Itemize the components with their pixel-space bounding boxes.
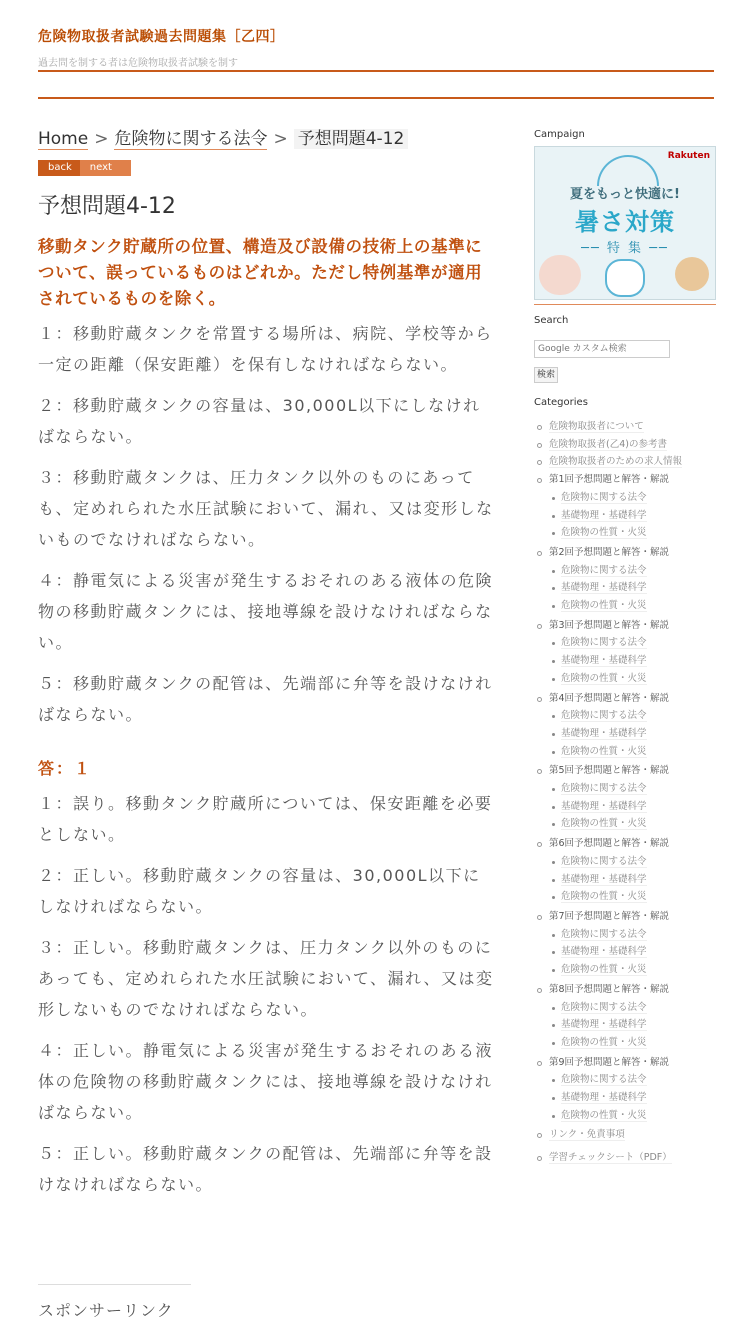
subcategory-link[interactable]: 危険物の性質・火災 (561, 600, 647, 612)
category-round (534, 762, 716, 835)
explanation-item: ４：正しい。静電気による災害が発生するおそれのある液体の危険物の移動貯蔵タンクには、接地導線を設けなければならない。 (38, 1041, 494, 1122)
category-round-link[interactable]: 第7回予想問題と解答・解説 (549, 910, 670, 922)
subcategory-link[interactable]: 基礎物理・基礎科学 (561, 655, 647, 667)
subcategory-list (549, 853, 716, 908)
subcategory-item (549, 1016, 716, 1034)
subcategory-list (549, 780, 716, 835)
subcategory-link[interactable]: 危険物に関する法令 (561, 491, 647, 503)
subcategory-item (549, 798, 716, 816)
subcategory-link[interactable]: 危険物に関する法令 (561, 783, 647, 795)
subcategory-link[interactable]: 基礎物理・基礎科学 (561, 873, 647, 885)
sidebar-divider (534, 304, 716, 305)
breadcrumb-home[interactable]: Home (38, 129, 89, 149)
category-round (534, 617, 716, 690)
subcategory-link[interactable]: 危険物に関する法令 (561, 1074, 647, 1086)
category-round-link[interactable]: 第9回予想問題と解答・解説 (549, 1056, 670, 1068)
subcategory-link[interactable]: 危険物に関する法令 (561, 637, 647, 649)
choice-item: ４：静電気による災害が発生するおそれのある液体の危険物の移動貯蔵タンクには、接地導線を設けなければならない。 (38, 571, 494, 652)
choice-item: １：移動貯蔵タンクを常置する場所は、病院、学校等から一定の距離（保安距離）を保有しなければならない。 (38, 324, 493, 374)
subcategory-item (549, 670, 716, 688)
category-list (534, 418, 716, 1167)
category-link[interactable]: 危険物取扱者について (549, 421, 644, 432)
category-round (534, 981, 716, 1054)
page-title: 予想問題4-12 (38, 194, 176, 219)
subcategory-item (549, 815, 716, 833)
site-description: 過去問を制する者は危険物取扱者試験を制す (38, 58, 238, 69)
subcategory-item (549, 1034, 716, 1052)
explanation-item: ３：正しい。移動貯蔵タンクは、圧力タンク以外のものにあっても、定めれられた水圧試験において、漏れ、又は変形しないものでなければならない。 (38, 938, 494, 1019)
subcategory-item (549, 597, 716, 615)
subcategory-item (549, 707, 716, 725)
category-round (534, 835, 716, 908)
back-button[interactable]: back (38, 160, 80, 176)
category-link[interactable]: リンク・免責事項 (549, 1129, 625, 1141)
subcategory-list (549, 634, 716, 689)
campaign-title: Campaign (534, 129, 585, 140)
header-divider (38, 70, 714, 72)
explanation-item: １：誤り。移動タンク貯蔵所については、保安距離を必要としない。 (38, 794, 493, 844)
category-round-link[interactable]: 第1回予想問題と解答・解説 (549, 474, 670, 486)
sun-icon (597, 155, 659, 186)
site-header (38, 22, 714, 69)
breadcrumb-separator: > (94, 129, 109, 149)
subcategory-link[interactable]: 基礎物理・基礎科学 (561, 1092, 647, 1104)
subcategory-link[interactable]: 危険物の性質・火災 (561, 745, 647, 757)
subcategory-link[interactable]: 危険物の性質・火災 (561, 1036, 647, 1048)
category-round (534, 690, 716, 763)
subcategory-link[interactable]: 危険物の性質・火災 (561, 818, 647, 830)
subcategory-item (549, 562, 716, 580)
subcategory-link[interactable]: 基礎物理・基礎科学 (561, 582, 647, 594)
choice-item: ５：移動貯蔵タンクの配管は、先端部に弁等を設けなければならない。 (38, 674, 493, 724)
subcategory-item (549, 489, 716, 507)
breadcrumb-category[interactable]: 危険物に関する法令 (114, 129, 268, 149)
main-content (38, 126, 498, 1200)
categories-title: Categories (534, 397, 588, 408)
subcategory-item (549, 743, 716, 761)
category-round (534, 1054, 716, 1127)
subcategory-item (549, 871, 716, 889)
subcategory-link[interactable]: 危険物に関する法令 (561, 564, 647, 576)
category-round (534, 471, 716, 544)
breadcrumb (38, 126, 498, 152)
category-item (534, 1149, 716, 1167)
subcategory-link[interactable]: 基礎物理・基礎科学 (561, 800, 647, 812)
subcategory-link[interactable]: 危険物の性質・火災 (561, 891, 647, 903)
category-round-link[interactable]: 第4回予想問題と解答・解説 (549, 692, 670, 704)
banner-dog-image (675, 257, 709, 291)
post-navigation (38, 160, 498, 176)
next-button[interactable]: next (80, 160, 131, 176)
subcategory-link[interactable]: 危険物に関する法令 (561, 855, 647, 867)
category-item (534, 453, 716, 471)
banner-line2: 暑さ対策 (575, 208, 675, 236)
subcategory-link[interactable]: 基礎物理・基礎科学 (561, 727, 647, 739)
subcategory-list (549, 707, 716, 762)
subcategory-item (549, 1107, 716, 1125)
subcategory-item (549, 1089, 716, 1107)
subcategory-link[interactable]: 基礎物理・基礎科学 (561, 946, 647, 958)
category-round-link[interactable]: 第6回予想問題と解答・解説 (549, 838, 670, 850)
answer-heading: 答：１ (38, 759, 93, 778)
banner-person-image (539, 255, 581, 295)
search-input[interactable] (534, 340, 670, 358)
subcategory-list (549, 1071, 716, 1126)
subcategory-item (549, 853, 716, 871)
search-title: Search (534, 315, 569, 326)
category-round (534, 908, 716, 981)
category-round-link[interactable]: 第5回予想問題と解答・解説 (549, 765, 670, 777)
category-item (534, 436, 716, 454)
sidebar (534, 128, 716, 1167)
banner-brand: Rakuten (667, 151, 710, 161)
category-link[interactable]: 危険物取扱者(乙4)の参考書 (549, 438, 667, 450)
subcategory-list (549, 926, 716, 981)
subcategory-link[interactable]: 危険物に関する法令 (561, 1001, 647, 1013)
choice-item: ２：移動貯蔵タンクの容量は、30,000L以下にしなければならない。 (38, 396, 481, 446)
subcategory-item (549, 888, 716, 906)
subcategory-item (549, 725, 716, 743)
banner-line1: 夏をもっと快適に! (570, 187, 680, 202)
subcategory-item (549, 943, 716, 961)
search-widget (534, 336, 716, 358)
subcategory-list (549, 999, 716, 1054)
subcategory-item (549, 652, 716, 670)
subcategory-item (549, 926, 716, 944)
subcategory-item (549, 579, 716, 597)
subcategory-item (549, 524, 716, 542)
banner-line3: ── 特 集 ── (581, 241, 669, 256)
breadcrumb-separator: > (273, 129, 288, 149)
category-round-link[interactable]: 第2回予想問題と解答・解説 (549, 546, 670, 558)
subcategory-list (549, 489, 716, 544)
subcategory-link[interactable]: 危険物の性質・火災 (561, 527, 647, 539)
banner-bear-icon (605, 259, 645, 297)
subcategory-item (549, 961, 716, 979)
breadcrumb-current: 予想問題4-12 (294, 129, 409, 149)
sponsor-divider (38, 1284, 191, 1285)
category-link[interactable]: 学習チェックシート（PDF） (549, 1152, 672, 1164)
category-round (534, 544, 716, 617)
subcategory-item (549, 780, 716, 798)
choice-item: ３：移動貯蔵タンクは、圧力タンク以外のものにあっても、定めれられた水圧試験において、漏れ、又は変形しないものでなければならない。 (38, 468, 494, 549)
category-round-link[interactable]: 第8回予想問題と解答・解説 (549, 983, 670, 995)
campaign-banner[interactable] (534, 146, 716, 300)
subcategory-link[interactable]: 危険物の性質・火災 (561, 672, 647, 684)
site-title[interactable]: 危険物取扱者試験過去問題集［乙四］ (38, 29, 285, 45)
explanation-item: ２：正しい。移動貯蔵タンクの容量は、30,000L以下にしなければならない。 (38, 866, 481, 916)
subcategory-link[interactable]: 基礎物理・基礎科学 (561, 1019, 647, 1031)
subcategory-item (549, 634, 716, 652)
subcategory-item (549, 1071, 716, 1089)
category-item (534, 1126, 716, 1144)
category-link[interactable]: 危険物取扱者のための求人情報 (549, 456, 683, 468)
subcategory-link[interactable]: 危険物に関する法令 (561, 710, 647, 722)
subcategory-list (549, 562, 716, 617)
subcategory-item (549, 999, 716, 1017)
subcategory-link[interactable]: 危険物の性質・火災 (561, 1109, 647, 1121)
search-button[interactable]: 検索 (534, 367, 558, 383)
sponsor-heading: スポンサーリンク (38, 1301, 174, 1320)
question-text: 移動タンク貯蔵所の位置、構造及び設備の技術上の基準について、誤っているものはどれか。ただし特例基準が適用されているものを除く。 (38, 237, 483, 308)
subcategory-link[interactable]: 基礎物理・基礎科学 (561, 509, 647, 521)
subcategory-item (549, 507, 716, 525)
subcategory-link[interactable]: 危険物に関する法令 (561, 928, 647, 940)
explanation-item: ５：正しい。移動貯蔵タンクの配管は、先端部に弁等を設けなければならない。 (38, 1144, 493, 1194)
nav-divider (38, 97, 714, 99)
category-item (534, 418, 716, 436)
subcategory-link[interactable]: 危険物の性質・火災 (561, 964, 647, 976)
category-round-link[interactable]: 第3回予想問題と解答・解説 (549, 619, 670, 631)
